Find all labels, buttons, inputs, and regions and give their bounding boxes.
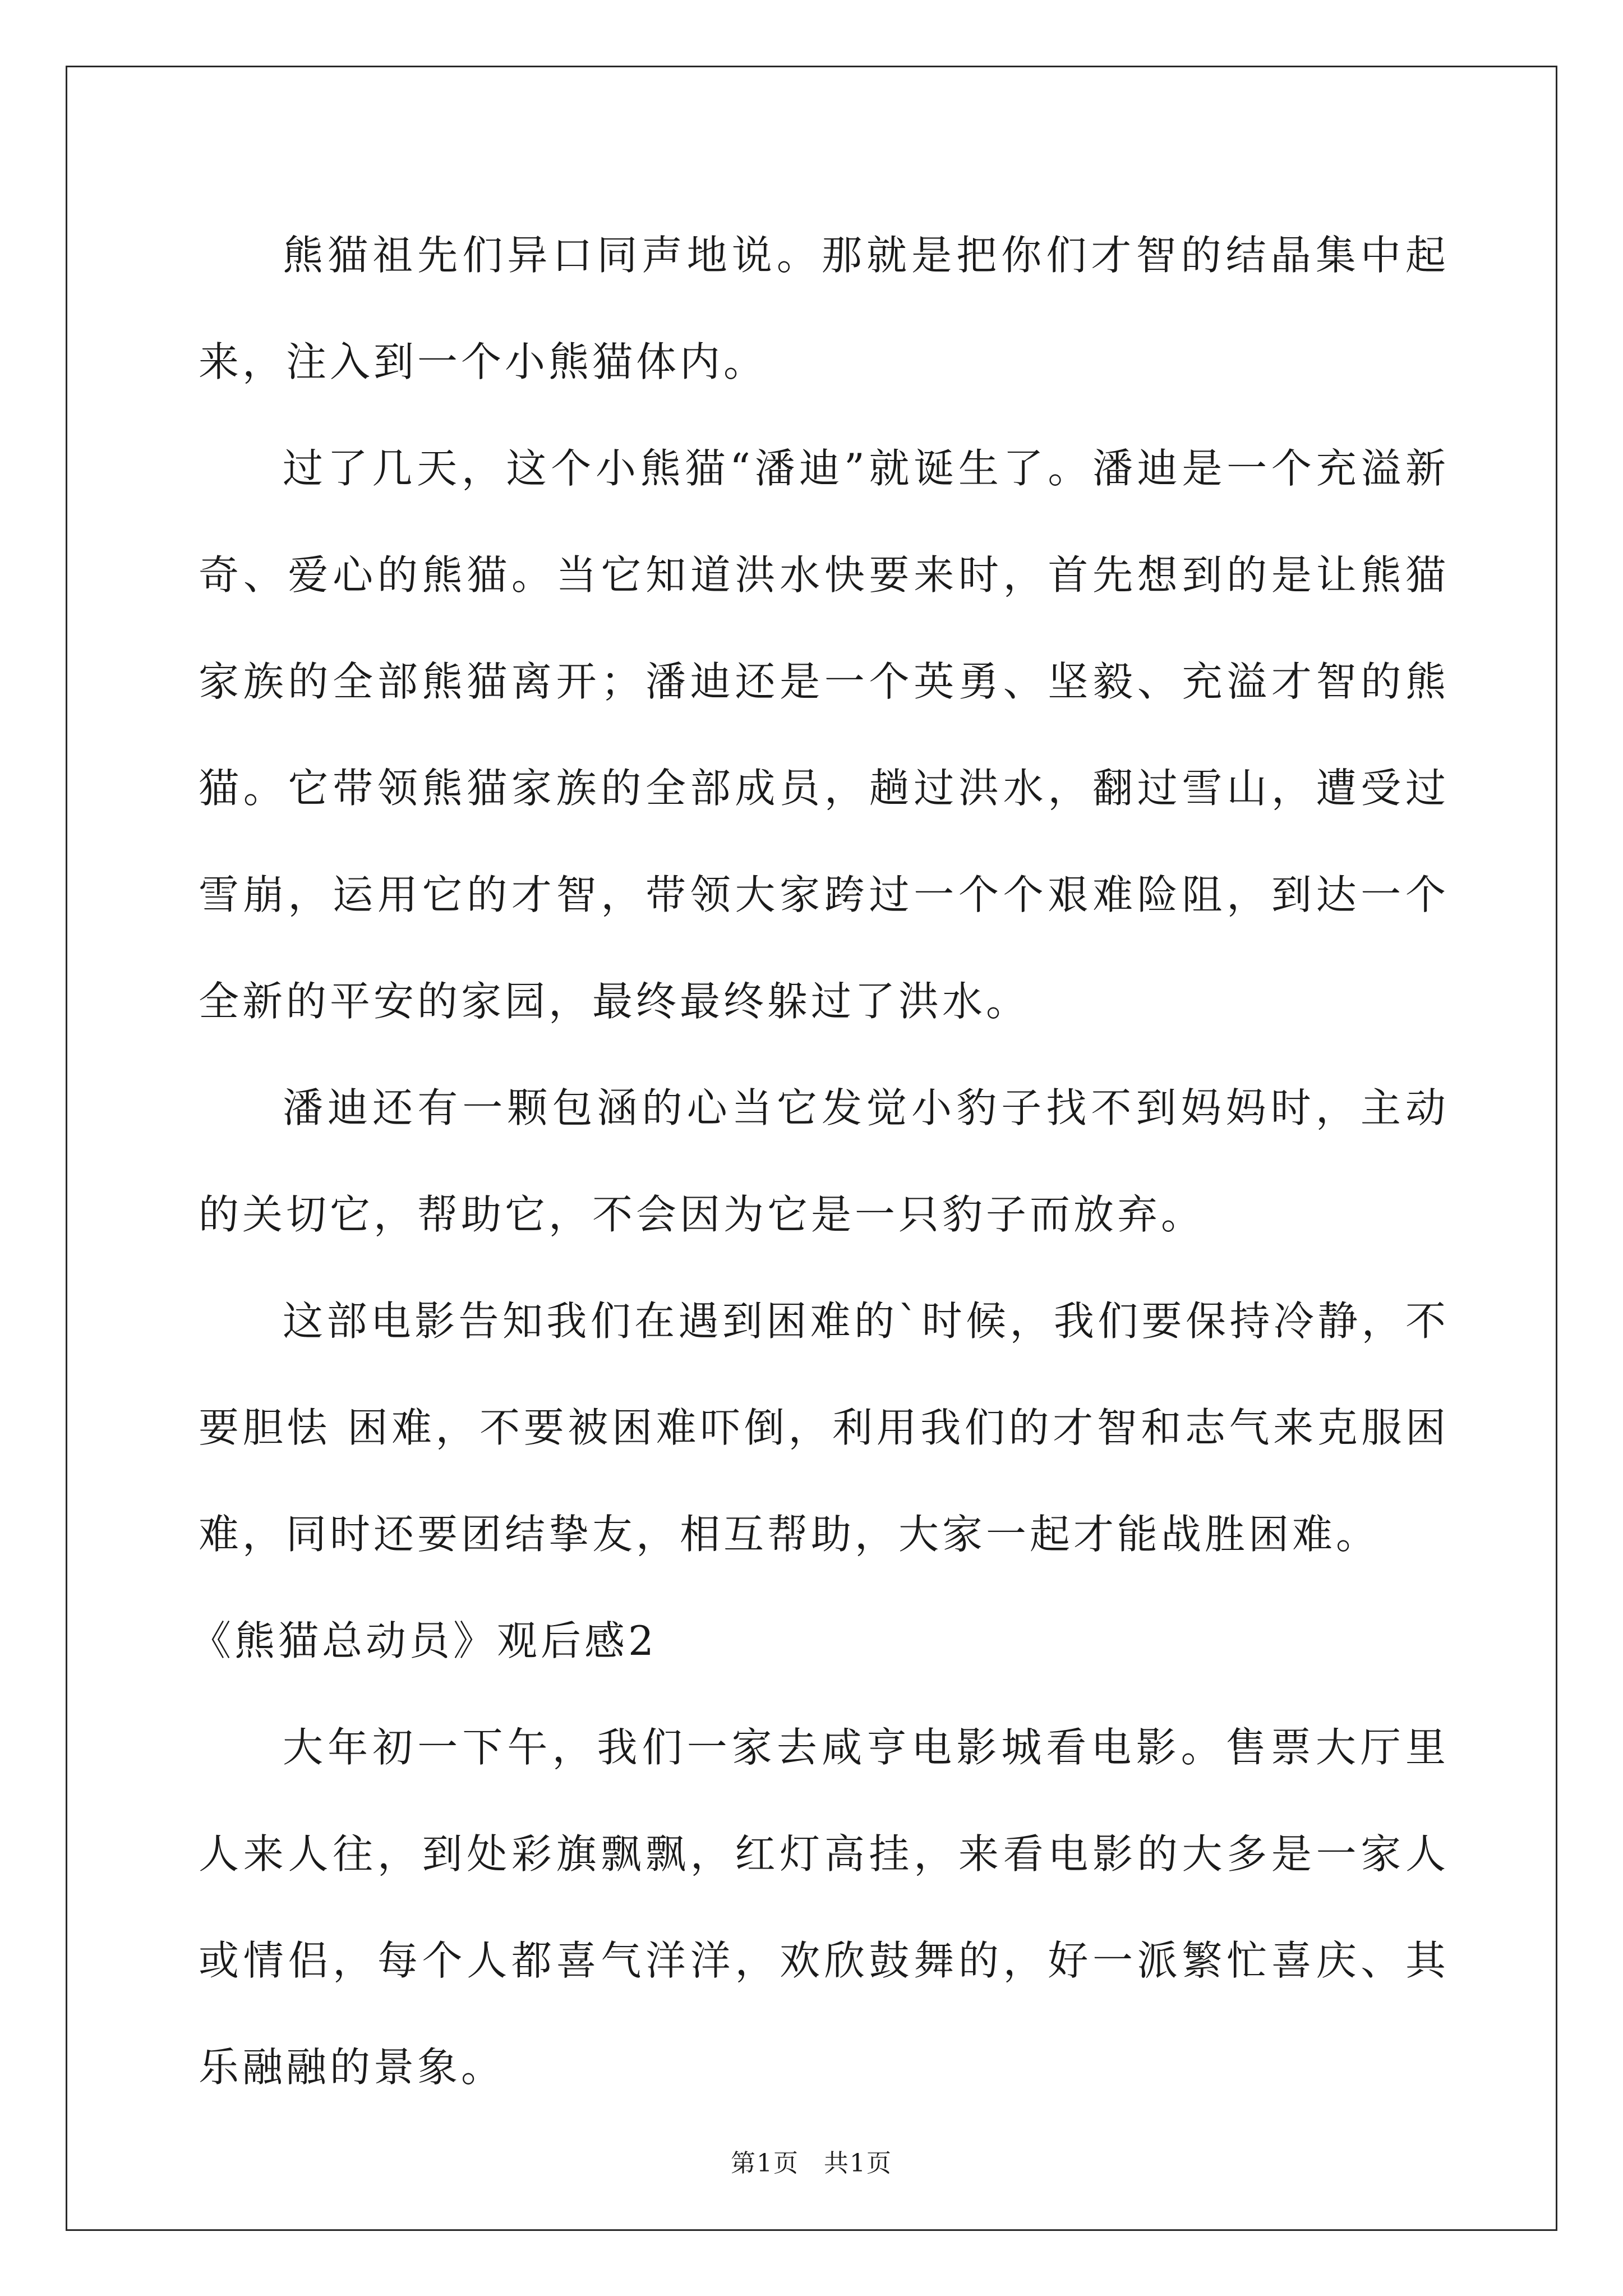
page-number: 第1页 — [731, 2149, 799, 2178]
page-total: 共1页 — [824, 2149, 892, 2178]
page-footer — [0, 2143, 1623, 2179]
section-heading: 《熊猫总动员》观后感2 — [191, 1617, 657, 1664]
document-body — [191, 202, 1449, 2120]
paragraph: 这部电影告知我们在遇到困难的`时候，我们要保持冷静，不要胆怯 困难，不要被困难吓倒，利用我们的才智和志气来克服困难，同时还要团结挚友，相互帮助，大家一起才能战胜困难。 — [199, 1297, 1449, 1558]
paragraph: 大年初一下午，我们一家去咸亨电影城看电影。售票大厅里人来人往，到处彩旗飘飘，红灯高挂，来看电影的大多是一家人或情侣，每个人都喜气洋洋，欢欣鼓舞的，好一派繁忙喜庆、其乐融融的景象。 — [199, 1724, 1449, 2091]
paragraph: 潘迪还有一颗包涵的心当它发觉小豹子找不到妈妈时，主动的关切它，帮助它，不会因为它是一只豹子而放弃。 — [199, 1084, 1449, 1238]
paragraph: 过了几天，这个小熊猫“潘迪”就诞生了。潘迪是一个充溢新奇、爱心的熊猫。当它知道洪水快要来时，首先想到的是让熊猫家族的全部熊猫离开；潘迪还是一个英勇、坚毅、充溢才智的熊猫。它带领熊猫家族的全部成员，趟过洪水，翻过雪山，遭受过雪崩，运用它的才智，带领大家跨过一个个艰难险阻，到达一个全新的平安的家园，最终最终躲过了洪水。 — [199, 445, 1449, 1025]
paragraph: 熊猫祖先们异口同声地说。那就是把你们才智的结晶集中起来，注入到一个小熊猫体内。 — [199, 232, 1449, 385]
